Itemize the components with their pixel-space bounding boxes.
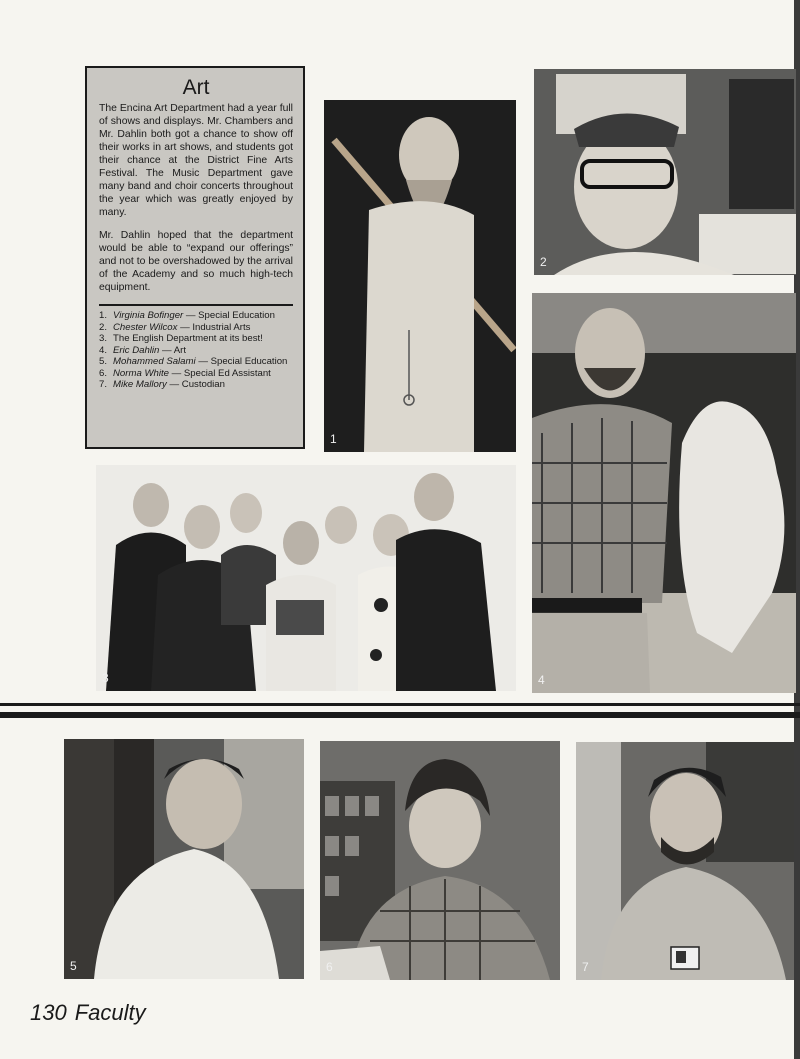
art-title: Art <box>182 76 210 99</box>
photo-number: 1 <box>330 432 337 446</box>
caption-item: 6. Norma White — Special Ed Assistant <box>99 367 271 379</box>
photo-4-figure <box>532 293 796 693</box>
photo-number: 4 <box>538 673 545 687</box>
photo-number: 7 <box>582 960 589 974</box>
photo-7-figure <box>576 742 794 980</box>
section-divider <box>0 712 800 718</box>
photo-2 <box>534 69 796 275</box>
photo-number: 3 <box>102 671 109 685</box>
caption-list <box>99 310 293 391</box>
photo-1 <box>324 100 516 452</box>
divider <box>99 304 293 306</box>
caption-item: 4. Eric Dahlin — Art <box>99 344 187 356</box>
caption-item: 2. Chester Wilcox — Industrial Arts <box>99 321 251 333</box>
art-paragraph-2: Mr. Dahlin hoped that the department would be able to “expand our offerings” and not to be overshadowed by the arrival of the Academy and so much high-tech equipment. <box>99 230 293 293</box>
section-title: Faculty <box>74 1000 146 1025</box>
photo-3 <box>96 465 516 691</box>
page-number: 130 <box>30 1000 67 1025</box>
art-info-box <box>85 66 305 449</box>
photo-3-figure <box>96 465 516 691</box>
caption-item: 1. Virginia Bofinger — Special Education <box>99 310 275 321</box>
photo-5-figure <box>64 739 304 979</box>
photo-2-figure <box>534 69 796 275</box>
photo-7 <box>576 742 794 980</box>
caption-item: 5. Mohammed Salami — Special Education <box>99 356 288 367</box>
caption-item: 3. The English Department at its best! <box>99 333 263 344</box>
photo-5 <box>64 739 304 979</box>
photo-number: 5 <box>70 959 77 973</box>
photo-number: 6 <box>326 960 333 974</box>
art-paragraph-1: The Encina Art Department had a year full of shows and displays. Mr. Chambers and Mr. Dahlin both got a chance to show off their works in art shows, and students got their chance at the District Fine Arts Festival. The Music Department gave many band and choir concerts throughout the year which was greatly enjoyed by many. <box>99 103 293 218</box>
section-divider <box>0 703 800 706</box>
photo-6 <box>320 741 560 980</box>
caption-item: 7. Mike Mallory — Custodian <box>99 379 225 390</box>
photo-4 <box>532 293 796 693</box>
page-footer <box>30 1000 154 1026</box>
photo-1-figure <box>324 100 516 452</box>
photo-number: 2 <box>540 255 547 269</box>
photo-6-figure <box>320 741 560 980</box>
